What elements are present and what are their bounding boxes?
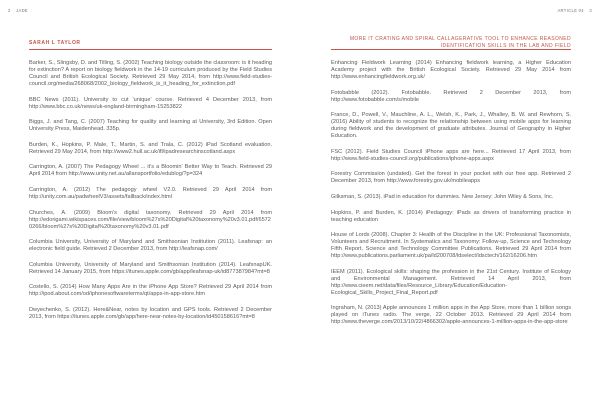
reference-entry: Costello, S. (2014) How Many Apps Are in the iPhone App Store? Retrieved 29 April 2014 from http://ipod.about.com/od/iphonesoftwareterms/qt/apps-in-app-store.htm: [29, 284, 272, 298]
reference-entry: Columbia University, University of Maryland and Smithsonian Institution (2011). Leafsnap: an electronic field guide. Retrieved 2 December 2013, from http://leafsnap.com/: [29, 239, 272, 253]
references-column-right: [331, 60, 571, 335]
reference-entry: Ingraham, N. (2013) Apple announces 1 million apps in the App Store, more than 1 billion songs played on iTunes radio. The verge, 22 October 2013. Retrieved 29 April 2014 from http://www.theverge.com/2013/10/22/4866302/apple-announces-1-million-apps-in-the-app-store: [331, 305, 571, 326]
reference-entry: Enhancing Fieldwork Learning (2014) Enhancing fieldwork learning, a Higher Education Academy project with the British Ecological Society. Retrieved 29 May 2014 from http://www.enhancingfieldwork.org.uk/: [331, 60, 571, 80]
reference-entry: Biggs, J. and Tang, C. (2007) Teaching for quality and learning at University, 3rd Edition. Open University Press, Maidenhead. 335p.: [29, 119, 272, 133]
running-header-right: [557, 8, 592, 13]
running-header-left: [8, 8, 28, 13]
reference-entry: Churches, A. (2009) Bloom's digital taxonomy. Retrieved 29 April 2014 from http://edorigami.wikispaces.com/file/view/bloom%27s%20Digital%20taxonomy%20v3.01.pdf/65720266/bloom%27s%20Digital%20taxonomy%20v3.01.pdf: [29, 209, 272, 230]
reference-entry: Gilksman, S. (2013). iPad in education for dummies. New Jersey: John Wiley & Sons, Inc.: [331, 193, 554, 200]
reference-entry: IEEM (2011). Ecological skills: shaping the profession in the 21st Century. Institute of Ecology and Environmental Management. Retrieved 14 April 2013, from http://www.cieem.net/data/files/Resource_Library/Education/Education-Ecological_Skills_Project_Final_Report.pdf: [331, 268, 571, 296]
article-title: MORE IT CRATING AND SPIRAL CALLAGERATIVE TOOL TO ENHANCE REASONED IDENTIFICATION SKILLS IN THE LAB AND FIELD: [349, 36, 571, 49]
header-rule-left: [29, 49, 272, 50]
reference-entry: Carrington, A. (2012) The pedagogy wheel V2.0. Retrieved 29 April 2014 from http://unity.com.au/padwheelV3/assets/fallback/index.html: [29, 186, 272, 200]
reference-entry: BBC News (2011). University to cut 'unique' course. Retrieved 4 December 2013, from http://www.bbc.co.uk/news/uk-england-birmingham-15253822: [29, 96, 272, 110]
references-column-left: [29, 60, 272, 330]
reference-entry: FSC (2012). Field Studies Council iPhone apps are here... Retrieved 17 April 2013, from http://www.field-studies-council.org/publications/iphone-apps.aspx: [331, 148, 571, 162]
reference-entry: Columbia University, University of Maryland and Smithsonian Institution (2014). LeafsnapUK. Retrieved 14 January 2015, from https://itunes.apple.com/gb/app/leafsnap-uk/id877387984?mt=8: [29, 261, 272, 275]
reference-entry: France, D., Powell, V., Mauchline, A. L., Welsh, K., Park, J., Whalley, B. W. and Rewhorn, S. (2016) Ability of students to recognize the relationship between using mobile apps for learning during fieldwork and the development of graduate attributes. Journal of Geography in Higher Education.: [331, 112, 571, 140]
reference-entry: Forestry Commission (undated). Get the forest in your pocket with our free app. Retrieved 2 December 2013, from http://www.forestry.gov.uk/mobileapps: [331, 171, 571, 185]
reference-entry: Dwyechenko, S. (2012). Here&Near, notes by location and GPS tools. Retrieved 2 December 2013, from https://itunes.apple.com/gb/app/here-near-notes-by-location/id450158616?mt=8: [29, 306, 272, 320]
reference-entry: Barker, S., Slingsby, D. and Tilling, S. (2002) Teaching biology outside the classroom: is it heading for extinction? A report on biology fieldwork in the 14-19 curriculum produced by the Field Studies Council and British Ecological Society. Retrieved 29 May 2014, from http://www.field-studies-council.org/media/268068/2002_biology_fieldwork_is_it_heading_for_extinction.pdf: [29, 60, 272, 87]
author-name: SARAH L TAYLOR: [29, 40, 81, 46]
reference-entry: Fotobabble (2012). Fotobabble. Retrieved 2 December 2013, from http://www.fotobabble.com/s/mobile: [331, 89, 571, 103]
page-number-left: 2: [8, 8, 11, 13]
journal-name: JADE: [16, 8, 29, 13]
page-number-right: 3: [589, 8, 592, 13]
reference-entry: Burden, K., Hopkins, P. Male, T., Martin, S. and Trala, C. (2012) iPad Scotland evaluation. Retrieved 29 May 2014, from http://www2.hull.ac.uk/ifl/ipadresearchinscotland.aspx: [29, 141, 272, 155]
reference-entry: House of Lords (2008). Chapter 3: Health of the Discipline in the UK: Professional Taxonomists, Volunteers and Recruitment. In Systematics and Taxonomy: Follow-up, Science and Technology Fifth Report, Science and Technology Committee Publications. Retrieved 29 April 2014 from http://www.publications.parliament.uk/pa/ld200708/ldselect/ldsctech/162/16206.htm: [331, 232, 571, 260]
header-rule-right: [331, 49, 571, 50]
article-label: ARTICLE 04: [557, 8, 584, 13]
reference-entry: Hopkins, P. and Burden, K. (2014) iPedagogy: iPads as drivers of transforming practice in teaching education: [331, 209, 571, 223]
reference-entry: Carrington, A. (2007) The Pedagogy Wheel ... it's a Bloomin' Better Way to Teach. Retrieved 29 April 2014 from http://www.unity.net.au/allansportfolio/edublog/?p=324: [29, 164, 272, 178]
